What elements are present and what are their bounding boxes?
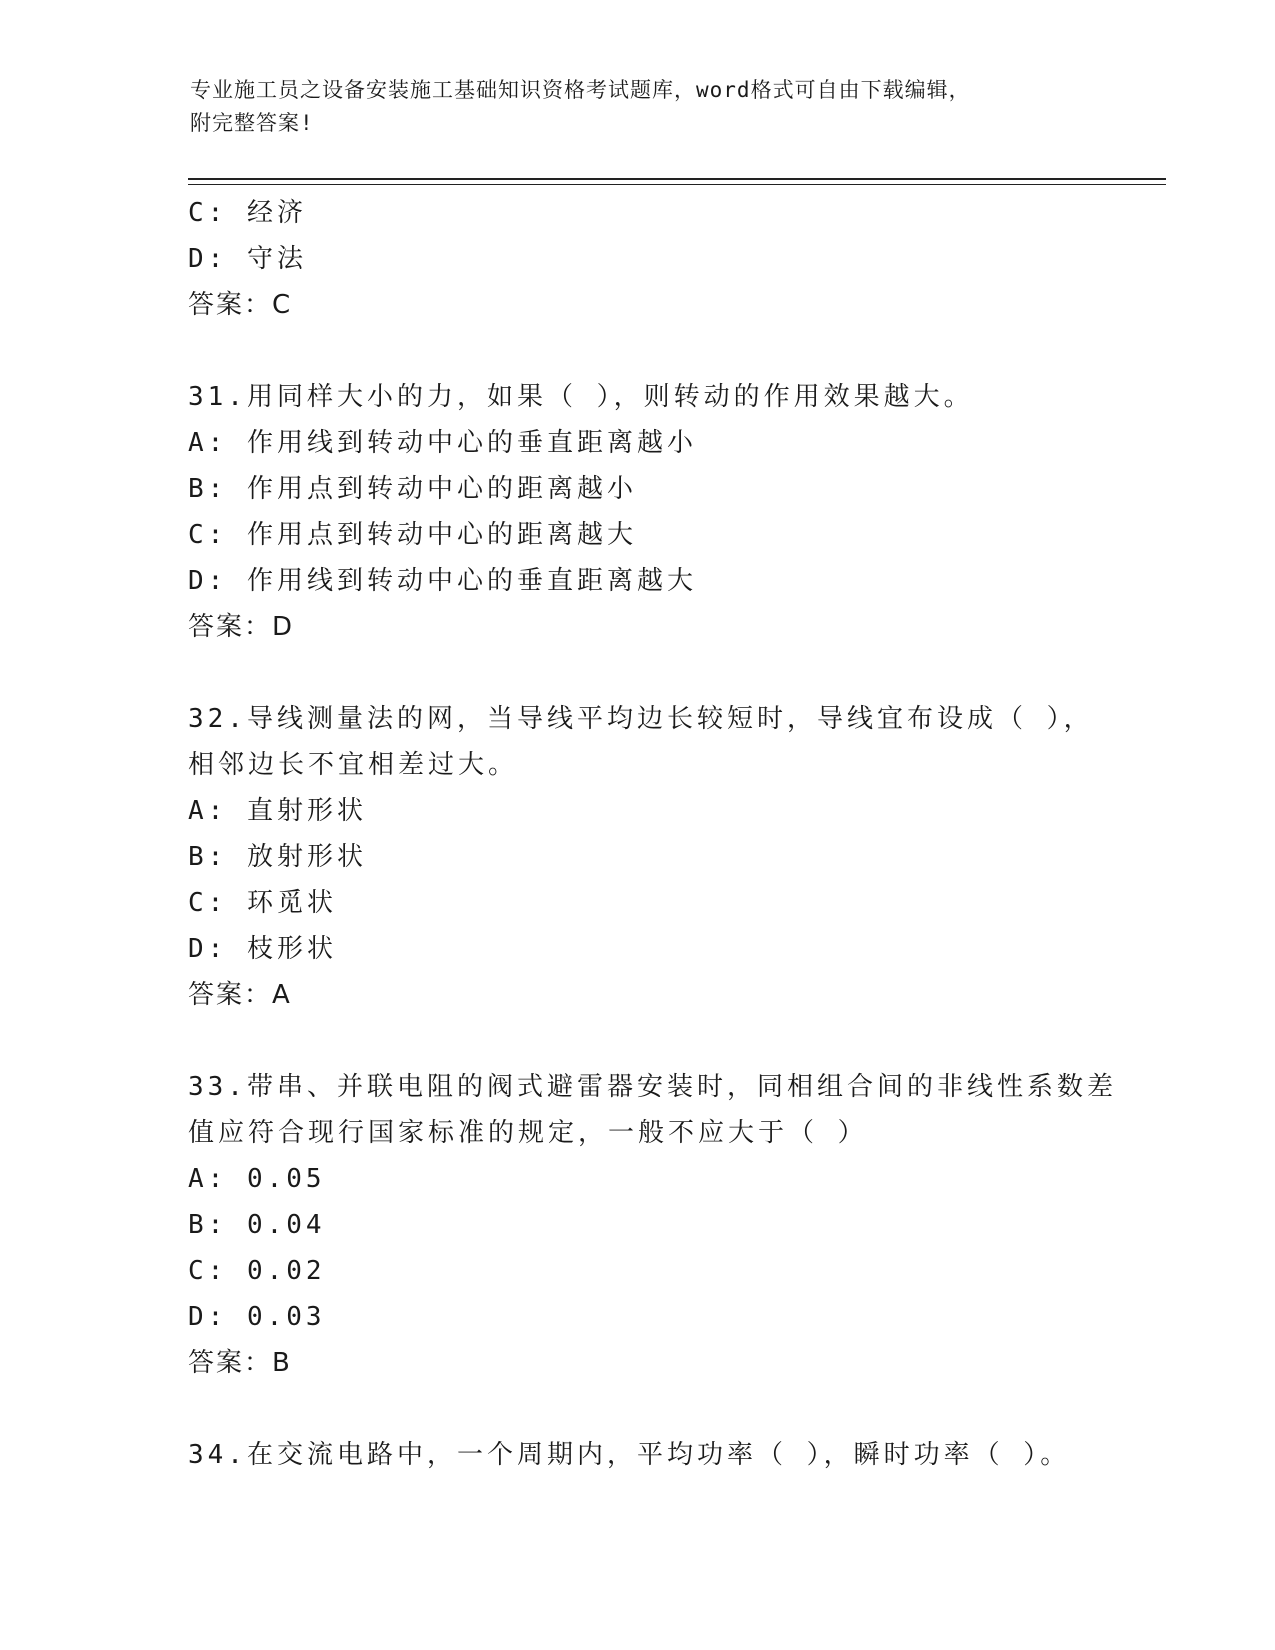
answer-line: 答案：D [188, 612, 295, 642]
header-divider-thick [188, 178, 1166, 180]
question-33 [188, 1064, 1117, 1386]
option-d: D: 枝形状 [188, 934, 337, 964]
header-divider-thin [188, 184, 1166, 185]
question-stem-line-1: 32.导线测量法的网，当导线平均边长较短时，导线宜布设成（ ）， [188, 704, 1094, 734]
option-c: C: 0.02 [188, 1256, 326, 1286]
question-stem: 31.用同样大小的力，如果（ ），则转动的作用效果越大。 [188, 382, 974, 412]
option-a: A: 0.05 [188, 1164, 326, 1194]
question-stem-line-2: 值应符合现行国家标准的规定，一般不应大于（ ） [188, 1118, 868, 1148]
question-stem: 34.在交流电路中，一个周期内，平均功率（ ），瞬时功率（ ）。 [188, 1440, 1071, 1470]
option-b: B: 0.04 [188, 1210, 326, 1240]
question-32 [188, 696, 1094, 1018]
question-stem-line-2: 相邻边长不宜相差过大。 [188, 750, 519, 780]
option-b: B: 放射形状 [188, 842, 367, 872]
question-34 [188, 1432, 1088, 1478]
question-list [188, 190, 1117, 1478]
answer-line: 答案：A [188, 980, 292, 1010]
answer-line: 答案：C [188, 290, 293, 320]
option-c: C: 经济 [188, 198, 307, 228]
question-31 [188, 374, 1088, 650]
option-b: B: 作用点到转动中心的距离越小 [188, 474, 637, 504]
header-line-2: 附完整答案! [190, 111, 314, 135]
option-d: D: 守法 [188, 244, 307, 274]
question-stem-line-1: 33.带串、并联电阻的阀式避雷器安装时，同相组合间的非线性系数差 [188, 1072, 1117, 1102]
option-d: D: 作用线到转动中心的垂直距离越大 [188, 566, 697, 596]
option-a: A: 直射形状 [188, 796, 367, 826]
option-c: C: 环觅状 [188, 888, 337, 918]
answer-line: 答案：B [188, 1348, 292, 1378]
option-a: A: 作用线到转动中心的垂直距离越小 [188, 428, 697, 458]
document-header [190, 74, 1090, 140]
question-30-tail [188, 190, 1088, 328]
option-c: C: 作用点到转动中心的距离越大 [188, 520, 637, 550]
option-d: D: 0.03 [188, 1302, 326, 1332]
header-line-1: 专业施工员之设备安装施工基础知识资格考试题库，word格式可自由下载编辑， [190, 78, 971, 102]
